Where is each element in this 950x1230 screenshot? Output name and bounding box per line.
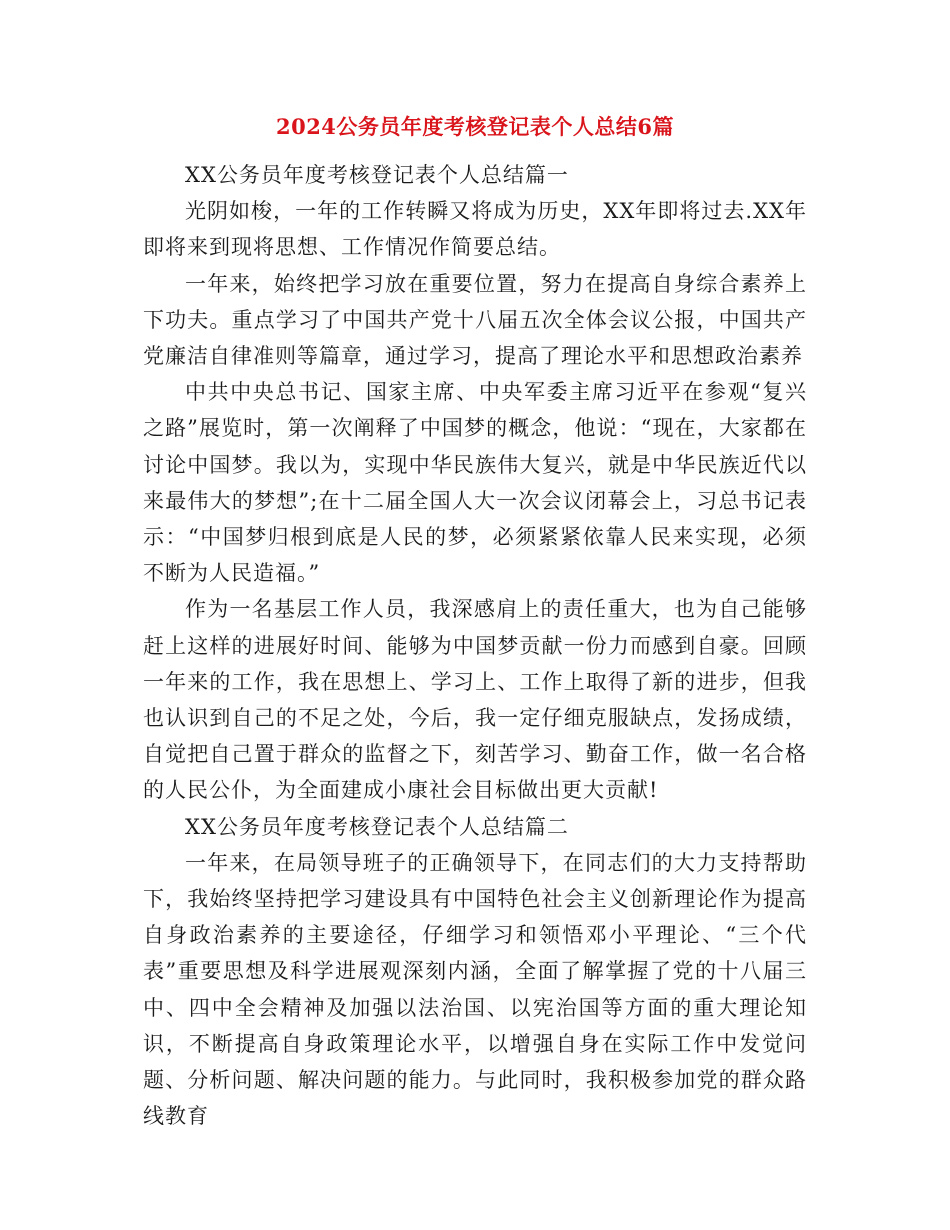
document-body bbox=[143, 157, 807, 1134]
paragraph: 作为一名基层工作人员，我深感肩上的责任重大，也为自己能够赶上这样的进展好时间、能够为中国梦贡献一份力而感到自豪。回顾一年来的工作，我在思想上、学习上、工作上取得了新的进步，但我也认识到自己的不足之处，今后，我一定仔细克服缺点，发扬成绩，自觉把自己置于群众的监督之下，刻苦学习、勤奋工作，做一名合格的人民公仆，为全面建成小康社会目标做出更大贡献! bbox=[143, 597, 807, 803]
paragraph: 一年来，始终把学习放在重要位置，努力在提高自身综合素养上下功夫。重点学习了中国共产党十八届五次全体会议公报，中国共产党廉洁自律准则等篇章，通过学习，提高了理论水平和思想政治素养 bbox=[143, 271, 807, 369]
paragraph: 中共中央总书记、国家主席、中央军委主席习近平在参观“复兴之路”展览时，第一次阐释了中国梦的概念，他说：“现在，大家都在讨论中国梦。我以为，实现中华民族伟大复兴，就是中华民族近代以来最伟大的梦想”;在十二届全国人大一次会议闭幕会上，习总书记表示：“中国梦归根到底是人民的梦，必须紧紧依靠人民来实现，必须不断为人民造福。” bbox=[143, 380, 807, 586]
document-title: 2024公务员年度考核登记表个人总结6篇 bbox=[275, 114, 675, 139]
section-heading-1: XX公务员年度考核登记表个人总结篇一 bbox=[185, 163, 569, 187]
paragraph: 一年来，在局领导班子的正确领导下，在同志们的大力支持帮助下，我始终坚持把学习建设具有中国特色社会主义创新理论作为提高自身政治素养的主要途径，仔细学习和领悟邓小平理论、“三个代表”重要思想及科学进展观深刻内涵，全面了解掌握了党的十八届三中、四中全会精神及加强以法治国、以宪治国等方面的重大理论知识，不断提高自身政策理论水平，以增强自身在实际工作中发觉问题、分析问题、解决问题的能力。与此同时，我积极参加党的群众路线教育 bbox=[143, 850, 807, 1129]
paragraph: 光阴如梭，一年的工作转瞬又将成为历史，XX年即将过去.XX年即将来到现将思想、工作情况作简要总结。 bbox=[143, 199, 807, 260]
section-heading-2: XX公务员年度考核登记表个人总结篇二 bbox=[185, 814, 569, 839]
